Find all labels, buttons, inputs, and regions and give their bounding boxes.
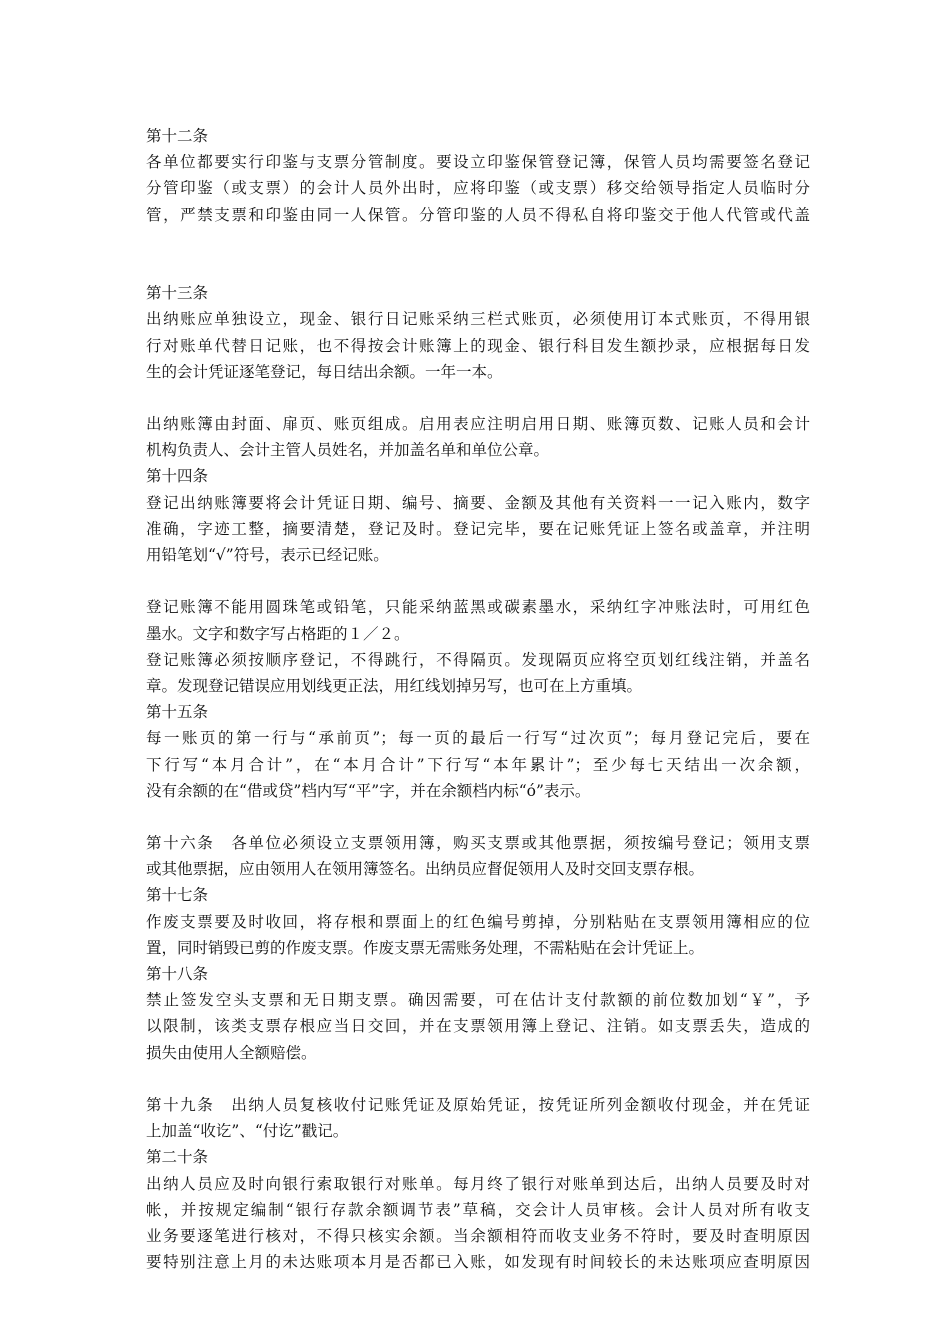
text-line: 每一账页的第一行与“承前页”；每一页的最后一行写“过次页”；每月登记完后，要在 (146, 729, 810, 748)
text-line: 墨水。文字和数字写占格距的１／２。 (146, 624, 410, 643)
text-line: 没有余额的在“借或贷”档内写“平”字，并在余额档内标“ó”表示。 (146, 781, 591, 800)
text-line: 登记账簿不能用圆珠笔或铅笔，只能采纳蓝黑或碳素墨水，采纳红字冲账法时，可用红色 (146, 598, 810, 617)
document-page (146, 123, 810, 1275)
text-line: 机构负责人、会计主管人员姓名，并加盖名单和单位公章。 (146, 441, 550, 460)
text-line: 第十六条 各单位必须设立支票领用簿，购买支票或其他票据，须按编号登记；领用支票 (146, 834, 810, 853)
text-line: 登记出纳账簿要将会计凭证日期、编号、摘要、金额及其他有关资料一一记入账内，数字 (146, 493, 810, 512)
text-line: 第十四条 (146, 467, 209, 486)
text-line: 行对账单代替日记账，也不得按会计账簿上的现金、银行科目发生额抄录，应根据每日发 (146, 336, 810, 355)
text-line: 生的会计凭证逐笔登记，每日结出余额。一年一本。 (146, 362, 503, 381)
text-line: 登记账簿必须按顺序登记，不得跳行，不得隔页。发现隔页应将空页划红线注销，并盖名 (146, 650, 810, 669)
text-line: 或其他票据，应由领用人在领用簿签名。出纳员应督促领用人及时交回支票存根。 (146, 860, 705, 879)
text-line: 章。发现登记错误应用划线更正法，用红线划掉另写，也可在上方重填。 (146, 676, 643, 695)
text-line: 各单位都要实行印鉴与支票分管制度。要设立印鉴保管登记簿，保管人员均需要签名登记 (146, 153, 810, 172)
text-line: 要特别注意上月的未达账项本月是否都已入账，如发现有时间较长的未达账项应查明原因 (146, 1253, 810, 1272)
text-line: 作废支票要及时收回，将存根和票面上的红色编号剪掉，分别粘贴在支票领用簿相应的位 (146, 912, 810, 931)
text-line: 用铅笔划“√”符号，表示已经记账。 (146, 546, 389, 564)
text-line: 业务要逐笔进行核对，不得只核实余额。当余额相符而收支业务不符时，要及时查明原因 (146, 1226, 810, 1245)
text-line: 第二十条 (146, 1148, 209, 1167)
text-line: 出纳账应单独设立，现金、银行日记账采纳三栏式账页，必须使用订本式账页，不得用银 (146, 310, 810, 329)
text-line: 第十二条 (146, 127, 209, 145)
text-line: 置，同时销毁已剪的作废支票。作废支票无需账务处理，不需粘贴在会计凭证上。 (146, 938, 705, 957)
text-line: 以限制，该类支票存根应当日交回，并在支票领用簿上登记、注销。如支票丢失，造成的 (146, 1017, 810, 1036)
text-line: 帐，并按规定编制“银行存款余额调节表”草稿，交会计人员审核。会计人员对所有收支 (146, 1200, 810, 1219)
text-line: 第十八条 (146, 965, 209, 983)
blank-line (146, 804, 810, 830)
blank-line (146, 568, 810, 594)
text-line: 第十五条 (146, 703, 209, 722)
text-line: 损失由使用人全额赔偿。 (146, 1043, 317, 1062)
text-line: 准确，字迹工整，摘要清楚，登记及时。登记完毕，要在记账凭证上签名或盖章，并注明 (146, 519, 810, 538)
blank-line (146, 254, 810, 280)
blank-line (146, 228, 810, 254)
text-line: 出纳人员应及时向银行索取银行对账单。每月终了银行对账单到达后，出纳人员要及时对 (146, 1174, 810, 1193)
text-line: 下行写“本月合计”，在“本月合计”下行写“本年累计”；至少每七天结出一次余额， (146, 755, 810, 774)
text-line: 管，严禁支票和印鉴由同一人保管。分管印鉴的人员不得私自将印鉴交于他人代管或代盖 (146, 205, 810, 224)
text-line: 上加盖“收讫”、“付讫”戳记。 (146, 1122, 349, 1141)
text-line: 禁止签发空头支票和无日期支票。确因需要，可在估计支付款额的前位数加划“￥”，予 (146, 991, 810, 1010)
text-line: 第十七条 (146, 886, 209, 905)
blank-line (146, 385, 810, 411)
text-line: 分管印鉴（或支票）的会计人员外出时，应将印鉴（或支票）移交给领导指定人员临时分 (146, 179, 810, 198)
blank-line (146, 1066, 810, 1092)
text-line: 第十三条 (146, 284, 209, 303)
text-line: 出纳账簿由封面、扉页、账页组成。启用表应注明启用日期、账簿页数、记账人员和会计 (146, 415, 810, 434)
text-line: 第十九条 出纳人员复核收付记账凭证及原始凭证，按凭证所列金额收付现金，并在凭证 (146, 1095, 810, 1114)
